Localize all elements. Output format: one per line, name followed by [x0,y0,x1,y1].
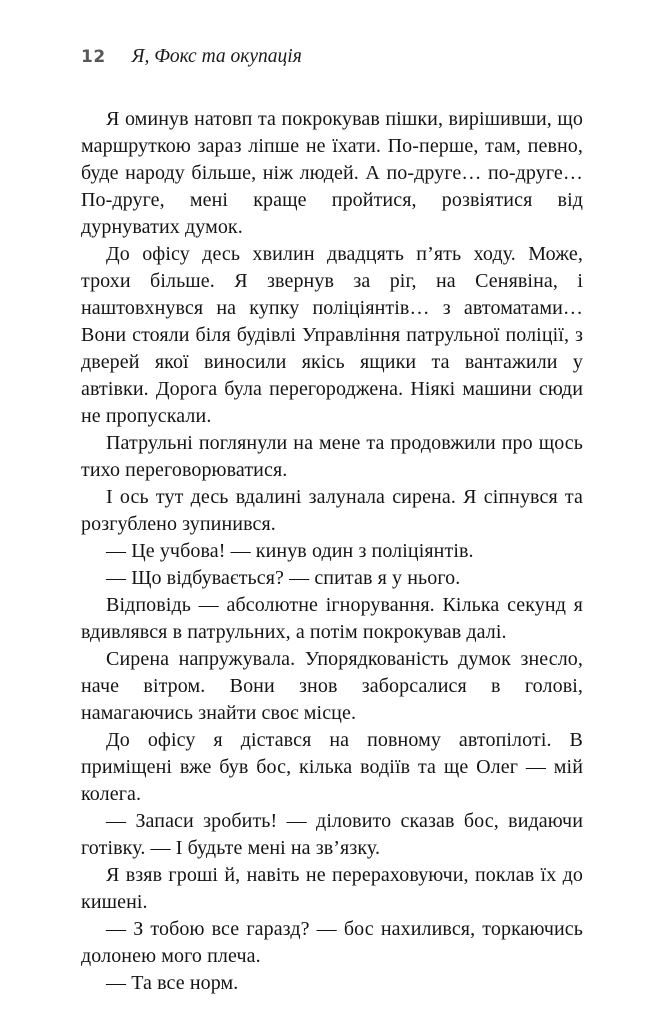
dialogue-paragraph: — Запаси зробить! — діловито сказав бос, видаючи готівку. — І будьте мені на зв’язку. [81,810,583,859]
body-text [81,106,583,997]
body-paragraph: Сирена напружувала. Упорядкованість думок знесло, наче вітром. Вони знов заборсалися в голові, намагаючись знайти своє місце. [81,648,583,724]
running-title: Я, Фокс та окупація [131,46,302,67]
body-paragraph: Відповідь — абсолютне ігнорування. Кілька секунд я вдивлявся в патрульних, а потім покрокував далі. [81,594,583,643]
dialogue-paragraph: — Це учбова! — кинув один з поліціянтів. [106,540,474,562]
dialogue-paragraph: — З тобою все гаразд? — бос нахилився, торкаючись долонею мого плеча. [81,918,583,967]
body-paragraph: До офісу я дістався на повному автопілоті. В приміщені вже був бос, кілька водіїв та ще Олег — мій колега. [81,729,583,805]
body-paragraph: Патрульні поглянули на мене та продовжили про щось тихо переговорюватися. [81,432,583,481]
page-number: 12 [81,47,106,67]
dialogue-paragraph: — Що відбувається? — спитав я у нього. [106,567,461,589]
dialogue-paragraph: — Та все норм. [106,972,239,994]
body-paragraph: І ось тут десь вдалині залунала сирена. Я сіпнувся та розгублено зупинився. [81,486,583,535]
body-paragraph: До офісу десь хвилин двадцять п’ять ходу. Може, трохи більше. Я звернув за ріг, на Сенявіна, і наштовхнувся на купку поліціянтів… з автоматами… Вони стояли біля будівлі Управління патрульної поліції, з дверей якої виносили якісь ящики та вантажили у автівки. Дорога була перегороджена. Ніякі машини сюди не пропускали. [81,243,583,427]
body-paragraph: Я оминув натовп та покрокував пішки, вирішивши, що маршруткою зараз ліпше не їхати. По-перше, там, певно, буде народу більше, ніж людей. А по-друге… по-друге… По-друге, мені краще пройтися, розвіятися від дурнуватих думок. [81,108,583,238]
body-paragraph: Я взяв гроші й, навіть не перераховуючи, поклав їх до кишені. [81,864,583,913]
running-header [81,46,583,68]
